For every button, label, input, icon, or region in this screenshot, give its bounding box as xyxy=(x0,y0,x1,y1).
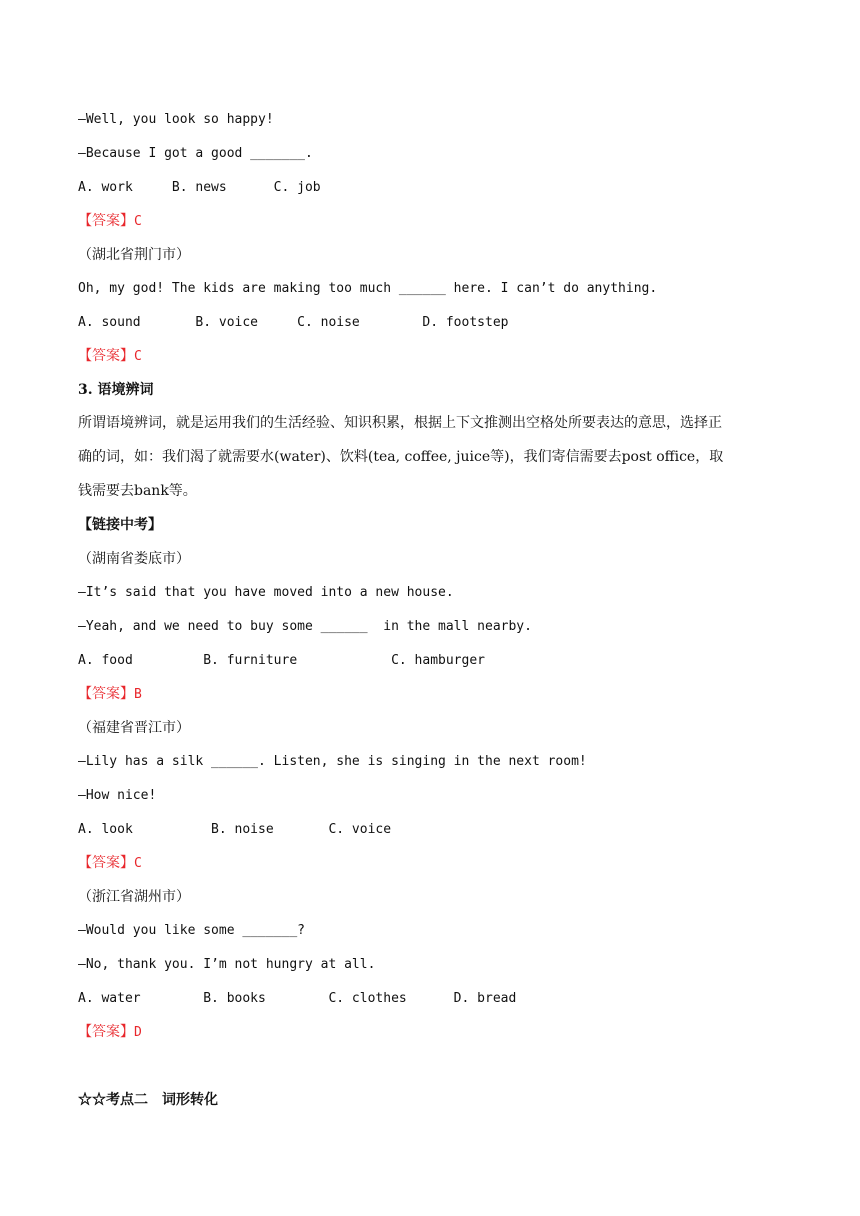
source-label: （浙江省湖州市） xyxy=(78,889,190,905)
source-label: （湖南省娄底市） xyxy=(78,551,190,567)
question-line: —Lily has a silk ______. Listen, she is singing in the next room! xyxy=(78,754,587,769)
question-line: —How nice! xyxy=(78,788,157,803)
answer-label: 【答案】 xyxy=(78,686,134,702)
answer-line xyxy=(78,854,142,873)
paragraph-line: 所谓语境辨词，就是运用我们的生活经验、知识积累，根据上下文推测出空格处所要表达的意思，选择正 xyxy=(78,415,722,431)
answer-label: 【答案】 xyxy=(78,1024,134,1040)
options-line: A. look B. noise C. voice xyxy=(78,822,392,837)
answer-line xyxy=(78,347,142,366)
answer-value: D xyxy=(134,1025,142,1040)
answer-label: 【答案】 xyxy=(78,213,134,229)
answer-label: 【答案】 xyxy=(78,855,134,871)
topic-heading: ☆☆考点二 词形转化 xyxy=(78,1092,218,1108)
question-line: —Would you like some _______? xyxy=(78,923,305,938)
question-line: —It’s said that you have moved into a new house. xyxy=(78,585,454,600)
paragraph-line: 钱需要去bank等。 xyxy=(78,483,197,499)
answer-label: 【答案】 xyxy=(78,348,134,364)
section-paragraph xyxy=(78,406,784,508)
options-line: A. water B. books C. clothes D. bread xyxy=(78,991,517,1006)
answer-value: C xyxy=(134,349,142,364)
answer-value: C xyxy=(134,856,142,871)
question-line: Oh, my god! The kids are making too much ______ here. I can’t do anything. xyxy=(78,281,658,296)
source-label: （湖北省荆门市） xyxy=(78,247,190,263)
answer-line xyxy=(78,1023,142,1042)
question-line: —No, thank you. I’m not hungry at all. xyxy=(78,957,376,972)
answer-value: C xyxy=(134,214,142,229)
question-line: —Well, you look so happy! xyxy=(78,112,274,127)
paragraph-line: 确的词，如：我们渴了就需要水(water)、饮料(tea, coffee, juice等)，我们寄信需要去post office，取 xyxy=(78,449,724,465)
link-heading: 【链接中考】 xyxy=(78,517,162,533)
options-line: A. sound B. voice C. noise D. footstep xyxy=(78,315,509,330)
options-line: A. food B. furniture C. hamburger xyxy=(78,653,485,668)
source-label: （福建省晋江市） xyxy=(78,720,190,736)
answer-line xyxy=(78,685,142,704)
question-line: —Yeah, and we need to buy some ______ in the mall nearby. xyxy=(78,619,532,634)
answer-line xyxy=(78,212,142,231)
answer-value: B xyxy=(134,687,142,702)
section-heading: 3. 语境辨词 xyxy=(78,382,154,398)
options-line: A. work B. news C. job xyxy=(78,180,321,195)
question-line: —Because I got a good _______. xyxy=(78,146,313,161)
